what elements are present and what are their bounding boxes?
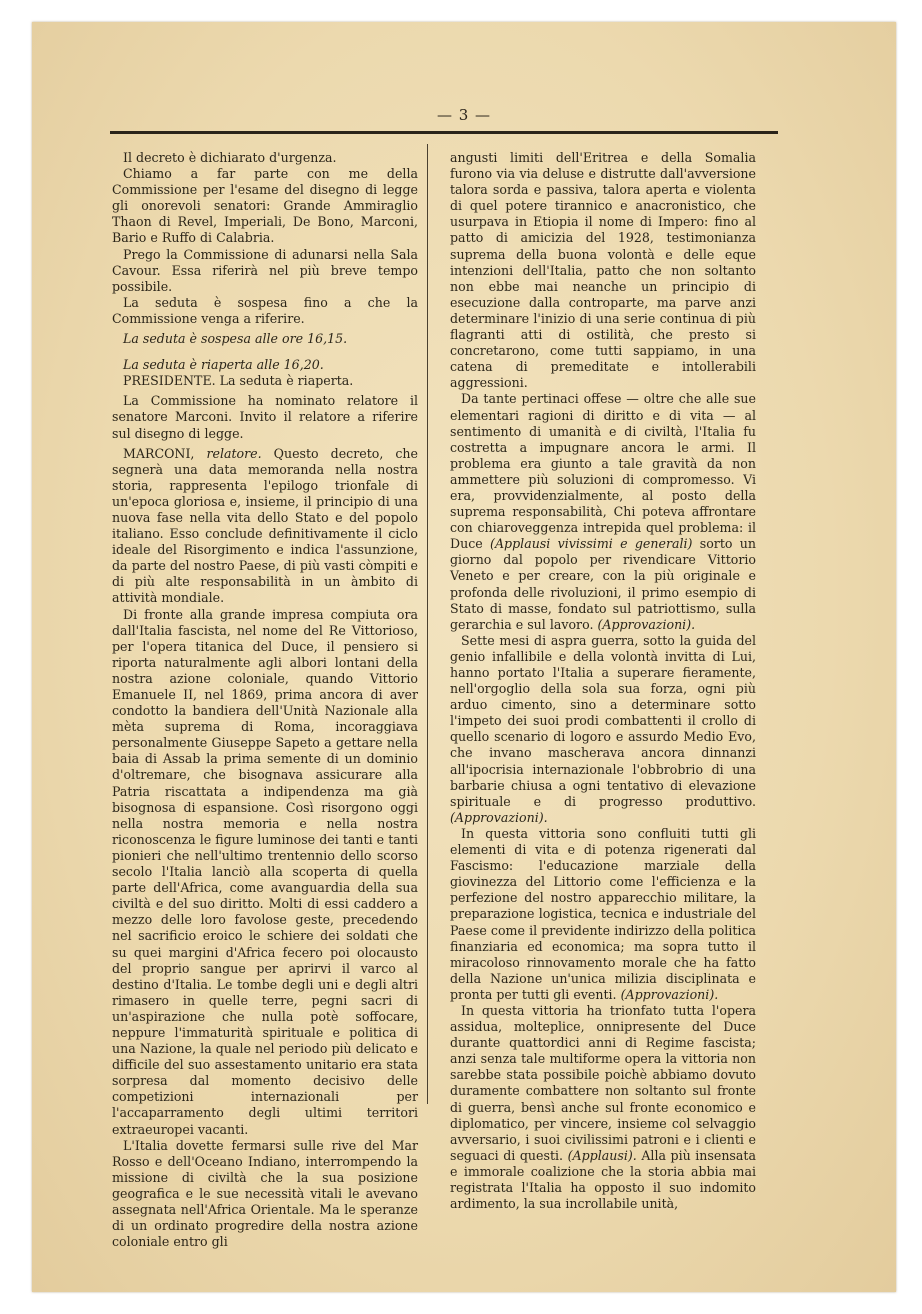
paragraph-seven-months: [450, 633, 756, 826]
duce-work-text: In questa vittoria ha trionfato tutta l'opera assidua, molteplice, onnipresente del Duce durante quattordici anni di Regime fascista; anzi senza tale multiforme opera la vittoria non sarebbe stata possibile poichè abbiamo dovuto duramente combattere non soltanto sul fronte di guerra, bensì anche sul fronte economico e diplomatico, per vincere, insieme col selvaggio avversario, i suoi civilissimi patroni e i clienti e seguaci di questi.: [450, 1002, 756, 1163]
paragraph-victory-elements: [450, 826, 756, 1003]
marconi-text: Questo decreto, che segnerà una data memoranda nella nostra storia, rappresenta l'epilogo trionfale di un'epoca gloriosa e, insieme, il principio di una nuova fase nella vita dello Stato e del popolo italiano. Esso conclude definitivamente il ciclo ideale del Risorgimento e indica l'assunzione, da parte del nostro Paese, di più vasti còmpiti e di più alte responsabilità in un àmbito di attività mondiale.: [112, 445, 418, 606]
paragraph-duce-work: [450, 1003, 756, 1212]
paragraph-reopened-time: La seduta è riaperta alle 16,20.: [123, 357, 324, 373]
header-rule: [110, 131, 778, 134]
offenses-text-cont: sorto un giorno dal popolo per rivendicare Vittorio Veneto e per creare, con la più originale e profonda delle rivoluzioni, il primo esempio di Stato di masse, fondato sul patriottismo, sulla gerarchia e sul lavoro.: [450, 536, 756, 632]
offenses-text: Da tante pertinaci offese — oltre che alle sue elementari ragioni di diritto e di vita — al sentimento di umanità e di civiltà, l'Italia fu costretta a impugnare ancora le armi. Il problema era giunto a tale gravità da non ammettere più soluzioni di compromesso. Vi era, provvidenzialmente, al posto della suprema responsabilità, Chi poteva affrontare con chiaroveggenza intrepida quel problema: il Duce: [450, 391, 756, 552]
seven-months-text: Sette mesi di aspra guerra, sotto la guida del genio infallibile e della volontà invitta di Lui, hanno portato l'Italia a superare fieramente, nell'orgoglio della sola sua forza, ogni più arduo cimento, sino a determinare sotto l'impeto dei suoi prodi combattenti il crollo di quello scenario di logoro e assurdo Medio Evo, che invano mascherava ancora dinnanzi all'ipocrisia internazionale l'obbrobrio di una barbarie chiusa a ogni tentativo di elevazione spirituale e di progresso produttivo.: [450, 632, 756, 809]
speaker-name: MARCONI,: [123, 445, 195, 461]
approval-note: (Approvazioni).: [620, 986, 719, 1002]
document-page: [32, 22, 896, 1292]
column-divider: [427, 144, 428, 1104]
approval-note: (Approvazioni).: [597, 616, 696, 632]
paragraph-president: PRESIDENTE. La seduta è riaperta.: [123, 373, 354, 389]
paragraph-urgency: Il decreto è dichiarato d'urgenza.: [123, 150, 337, 165]
paragraph-suspended-time: La seduta è sospesa alle ore 16,15.: [123, 331, 348, 347]
paragraph-red-sea: L'Italia dovette fermarsi sulle rive del Mar Rosso e dell'Oceano Indiano, interrompendo la missione di civiltà che la sua posizione geografica e le sue necessità vitali le avevano assegnata nell'Africa Orientale. Ma le speranze di un ordinato progredire della nostra azione coloniale entro gli: [112, 1137, 418, 1250]
duce-work-cont: Alla più insensata e immorale coalizione che la storia abbia mai registrata l'Italia ha opposto il suo indomito ardimento, la sua incrollabile unità,: [450, 1147, 756, 1212]
paragraph-colonial-history: Di fronte alla grande impresa compiuta ora dall'Italia fascista, nel nome del Re Vittorioso, per l'opera titanica del Duce, il pensiero si riporta naturalmente agli albori lontani della nostra azione coloniale, quando Vittorio Emanuele II, nel 1869, prima ancora di aver condotto la bandiera dell'Unità Nazionale alla mèta suprema di Roma, incoraggiava personalmente Giuseppe Sapeto a gettare nella baia di Assab la prima semente di un dominio d'oltremare, che bisognava assicurare alla Patria riscattata a indipendenza ma già bisognosa di espansione. Così risorgono oggi nella nostra memoria e nella nostra riconoscenza le figure luminose dei tanti e tanti pionieri che nell'ultimo trentennio dello scorso secolo l'Italia lanciò alla scoperta di quella parte dell'Africa, come avanguardia della sua civiltà e del suo diritto. Molti di essi caddero a mezzo delle loro favolose geste, precedendo nel sacrificio eroico le schiere dei soldati che su quei margini d'Africa fecero poi olocausto del proprio sangue per aprirvi il varco al destino d'Italia. Le tombe degli uni e degli altri rimasero in quelle terre, pegni sacri di un'aspirazione che nulla potè soffocare, neppure l'immaturità spirituale e politica di una Nazione, la quale nel periodo più delicato e difficile del suo assestamento unitario era stata sorpresa dal momento decisivo delle competizioni internazionali per l'accaparramento degli ultimi territori extraeuropei vacanti.: [112, 606, 418, 1137]
speaker-role: relatore.: [206, 445, 262, 461]
paragraph-eritrea-somalia: angusti limiti dell'Eritrea e della Somalia furono via via deluse e distrutte dall'avversione talora sorda e passiva, talora aperta e violenta di quel potere tirannico e anacronistico, che usurpava in Etiopia il nome di Impero: fino al patto di amicizia del 1928, testimonianza suprema della buona volontà e delle eque intenzioni dell'Italia, patto che non soltanto non ebbe mai neanche un principio di esecuzione dalla controparte, ma parve anzi determinare l'inizio di una serie continua di più flagranti atti di ostilità, che presto si concretarono, come tutti sappiamo, in una catena di premeditate e intollerabili aggressioni.: [450, 150, 756, 391]
victory-text: In questa vittoria sono confluiti tutti gli elementi di vita e di potenza rigenerati dal Fascismo: l'educazione marziale della giovinezza del Littorio come l'efficienza e la perfezione del nostro apparecchio militare, la preparazione logistica, tecnica e industriale del Paese come il previdente indirizzo della politica finanziaria ed economica; ma sopra tutto il miracoloso rinnovamento morale che ha fatto della Nazione un'unica milizia disciplinata e pronta per tutti gli eventi.: [450, 825, 756, 1002]
paragraph-offenses: [450, 391, 756, 632]
page-number: — 3 —: [436, 106, 492, 124]
applause-note: (Applausi).: [567, 1147, 637, 1163]
paragraph-rapporteur: La Commissione ha nominato relatore il senatore Marconi. Invito il relatore a riferire sul disegno di legge.: [112, 393, 418, 441]
applause-note: (Applausi vivissimi e generali): [490, 536, 693, 552]
paragraph-sala-cavour: Prego la Commissione di adunarsi nella Sala Cavour. Essa riferirà nel più breve tempo possibile.: [112, 246, 418, 294]
left-column: [112, 150, 418, 1250]
right-column: [450, 150, 756, 1212]
approval-note: (Approvazioni).: [450, 809, 548, 825]
paragraph-commission-members: Chiamo a far parte con me della Commissione per l'esame del disegno di legge gli onorevoli senatori: Grande Ammiraglio Thaon di Revel, Imperiali, De Bono, Marconi, Bario e Ruffo di Calabria.: [112, 166, 418, 246]
paragraph-session-suspended: La seduta è sospesa fino a che la Commissione venga a riferire.: [112, 294, 418, 326]
paragraph-marconi-intro: [112, 446, 418, 607]
